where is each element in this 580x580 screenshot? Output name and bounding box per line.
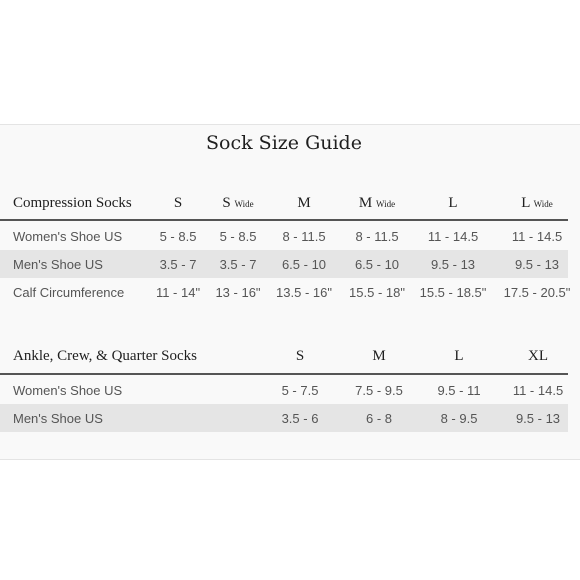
table-cell: 8 - 11.5 (355, 229, 399, 244)
table-row (0, 222, 568, 250)
table-cell: 5 - 8.5 (159, 229, 197, 244)
table-cell: 3.5 - 7 (159, 257, 197, 272)
table-cell: 9.5 - 11 (437, 383, 481, 398)
table-cell: 6.5 - 10 (281, 257, 327, 272)
ankle-column-header: XL (528, 348, 548, 364)
compression-header-rule (0, 219, 568, 221)
ankle-column-header: S (295, 348, 305, 364)
table-cell: 6 - 8 (365, 411, 393, 426)
table-row (0, 376, 568, 404)
compression-column-header: L Wide (521, 195, 553, 211)
compression-column-header: S Wide (222, 195, 254, 211)
table-cell: 7.5 - 9.5 (355, 383, 403, 398)
table-row (0, 278, 571, 306)
row-label: Men's Shoe US (13, 411, 103, 426)
ankle-column-header: M (372, 348, 386, 364)
table-cell: 13.5 - 16" (276, 285, 332, 300)
table-cell: 9.5 - 13 (514, 257, 560, 272)
compression-table-title: Compression Socks (13, 195, 132, 211)
table-cell: 3.5 - 7 (219, 257, 257, 272)
ankle-table-title: Ankle, Crew, & Quarter Socks (13, 348, 197, 364)
table-cell: 9.5 - 13 (430, 257, 476, 272)
table-cell: 11 - 14.5 (512, 383, 564, 398)
table-cell: 8 - 11.5 (282, 229, 326, 244)
table-row (0, 404, 568, 432)
ankle-header-rule (0, 373, 568, 375)
row-label: Calf Circumference (13, 285, 125, 300)
table-cell: 15.5 - 18.5" (419, 285, 487, 300)
table-cell: 15.5 - 18" (349, 285, 405, 300)
table-cell: 13 - 16" (215, 285, 261, 300)
table-cell: 5 - 7.5 (281, 383, 319, 398)
table-row (0, 250, 568, 278)
table-cell: 11 - 14.5 (511, 229, 563, 244)
table-cell: 6.5 - 10 (354, 257, 400, 272)
table-cell: 11 - 14.5 (427, 229, 479, 244)
ankle-header-row (0, 342, 568, 370)
compression-column-header: M (297, 195, 311, 211)
ankle-column-header: L (454, 348, 464, 364)
row-label: Men's Shoe US (13, 257, 103, 272)
compression-header-row (0, 189, 568, 217)
row-label: Women's Shoe US (13, 383, 123, 398)
table-cell: 5 - 8.5 (219, 229, 257, 244)
row-label: Women's Shoe US (13, 229, 123, 244)
table-cell: 9.5 - 13 (515, 411, 561, 426)
table-cell: 3.5 - 6 (281, 411, 319, 426)
compression-column-header: L (448, 195, 458, 211)
compression-column-header: S (173, 195, 183, 211)
compression-column-header: M Wide (358, 195, 396, 211)
table-cell: 17.5 - 20.5" (503, 285, 571, 300)
page-title: Sock Size Guide (206, 132, 362, 154)
table-cell: 11 - 14" (155, 285, 201, 300)
table-cell: 8 - 9.5 (440, 411, 478, 426)
